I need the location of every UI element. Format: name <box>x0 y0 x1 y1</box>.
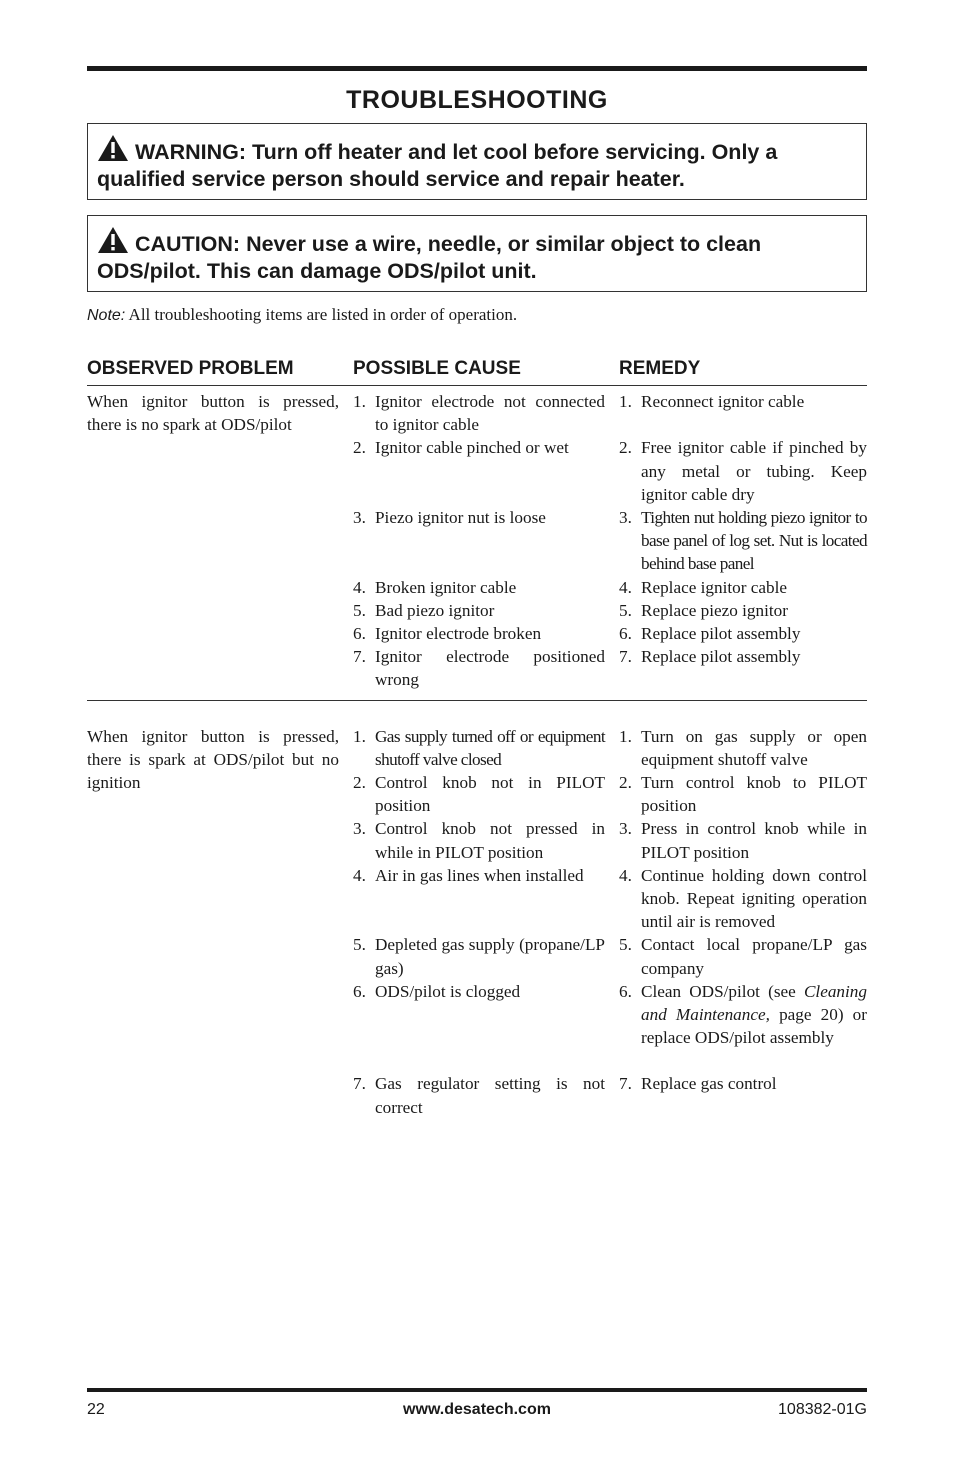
remedy-text: Replace pilot assembly <box>641 647 801 667</box>
cause-number: 2. <box>353 772 366 792</box>
remedy-text-part: Clean ODS/pilot (see <box>641 981 804 1001</box>
page-number: 22 <box>87 1401 105 1418</box>
column-header-remedy: REMEDY <box>619 358 701 379</box>
cause-number: 4. <box>353 865 366 885</box>
remedy-text: Reconnect ignitor cable <box>641 392 805 411</box>
table-row <box>87 390 867 692</box>
cause-text: Control knob not in PILOT position <box>375 772 605 816</box>
troubleshooting-section <box>87 386 867 701</box>
caution-icon <box>97 226 129 254</box>
observed-problem: When ignitor button is pressed, there is no spark at ODS/pilot <box>87 392 339 435</box>
remedy-text: Tighten nut holding piezo ignitor to base panel of log set. Nut is located behind base panel <box>641 507 867 574</box>
remedy-text: Replace gas control <box>641 1074 777 1094</box>
remedy-text: Free ignitor cable if pinched by any metal or tubing. Keep ignitor cable dry <box>641 438 867 504</box>
caution-text: CAUTION: Never use a wire, needle, or similar object to clean ODS/pilot. This can damage ODS/pilot unit. <box>97 232 762 283</box>
cause-text: Bad piezo ignitor <box>375 600 495 620</box>
cause-text: ODS/pilot is clogged <box>375 981 521 1001</box>
cause-text: Ignitor electrode positioned wrong <box>375 647 605 690</box>
cause-number: 7. <box>353 1074 366 1094</box>
cause-text: Ignitor electrode not connected to ignitor cable <box>375 392 605 435</box>
remedy-text: Contact local propane/LP gas company <box>641 935 867 978</box>
warning-icon <box>97 134 129 162</box>
remedy-text: Continue holding down control knob. Repeat igniting operation until air is removed <box>641 865 867 932</box>
cause-text: Gas regulator setting is not correct <box>375 1074 605 1117</box>
remedy-number: 3. <box>619 819 632 839</box>
remedy-number: 4. <box>619 577 632 597</box>
remedy-number: 5. <box>619 600 632 620</box>
remedy-number: 6. <box>619 981 632 1001</box>
cause-number: 6. <box>353 981 366 1001</box>
cause-text: Ignitor electrode broken <box>375 623 542 643</box>
warning-box <box>87 123 867 200</box>
remedy-text <box>641 980 867 1073</box>
remedy-list <box>619 390 867 692</box>
remedy-text: Turn control knob to PILOT position <box>641 772 867 816</box>
remedy-text: Replace piezo ignitor <box>641 600 788 620</box>
remedy-number: 7. <box>619 647 632 667</box>
table-header <box>87 357 867 386</box>
note-text: All troubleshooting items are listed in order of operation. <box>125 305 518 324</box>
cause-text: Depleted gas supply (propane/LP gas) <box>375 935 605 978</box>
remedy-list <box>619 725 867 1119</box>
footer <box>87 1388 867 1422</box>
cause-text: Broken ignitor cable <box>375 577 517 597</box>
remedy-number: 6. <box>619 623 632 643</box>
troubleshooting-section <box>87 701 867 1127</box>
remedy-number: 5. <box>619 935 632 955</box>
cause-list <box>353 390 619 692</box>
remedy-text: Press in control knob while in PILOT position <box>641 819 867 862</box>
remedy-number: 1. <box>619 726 632 746</box>
remedy-number: 4. <box>619 865 632 885</box>
remedy-number: 7. <box>619 1074 632 1094</box>
cause-number: 3. <box>353 819 366 839</box>
remedy-reference: Cleaning and Maintenance, <box>641 981 867 1024</box>
warning-text: WARNING: Turn off heater and let cool before servicing. Only a qualified service person should service and repair heater. <box>97 140 778 191</box>
cause-list <box>353 725 619 1119</box>
remedy-number: 1. <box>619 392 632 411</box>
remedy-number: 2. <box>619 772 632 792</box>
cause-text: Air in gas lines when installed <box>375 865 584 885</box>
cause-number: 7. <box>353 647 366 667</box>
caution-box <box>87 215 867 292</box>
cause-text: Piezo ignitor nut is loose <box>375 507 546 527</box>
cause-text: Control knob not pressed in while in PILOT position <box>375 819 605 862</box>
cause-text: Gas supply turned off or equipment shutoff valve closed <box>375 726 605 769</box>
column-header-problem: OBSERVED PROBLEM <box>87 358 294 379</box>
remedy-number: 3. <box>619 507 632 527</box>
cause-number: 1. <box>353 726 366 746</box>
remedy-text: Replace ignitor cable <box>641 577 788 597</box>
observed-problem: When ignitor button is pressed, there is spark at ODS/pilot but no ignition <box>87 726 339 792</box>
page-title: TROUBLESHOOTING <box>346 86 608 114</box>
cause-number: 5. <box>353 600 366 620</box>
cause-number: 4. <box>353 577 366 597</box>
cause-number: 2. <box>353 438 366 458</box>
cause-number: 3. <box>353 507 366 527</box>
remedy-text: Turn on gas supply or open equipment shutoff valve <box>641 726 867 769</box>
cause-number: 6. <box>353 623 366 643</box>
remedy-text: Replace pilot assembly <box>641 623 801 643</box>
cause-number: 1. <box>353 392 366 411</box>
cause-text: Ignitor cable pinched or wet <box>375 438 569 458</box>
note <box>87 304 867 327</box>
table-row <box>87 725 867 1119</box>
footer-rule <box>87 1388 867 1392</box>
remedy-number: 2. <box>619 438 632 458</box>
column-header-cause: POSSIBLE CAUSE <box>353 358 521 379</box>
cause-number: 5. <box>353 935 366 955</box>
top-rule <box>87 66 867 71</box>
remedy-text-part: page 20) or replace ODS/pilot assembly <box>641 1004 867 1048</box>
website-link[interactable]: www.desatech.com <box>403 1401 551 1418</box>
document-number: 108382-01G <box>778 1401 867 1418</box>
page <box>87 66 867 1127</box>
note-label: Note: <box>87 307 126 324</box>
